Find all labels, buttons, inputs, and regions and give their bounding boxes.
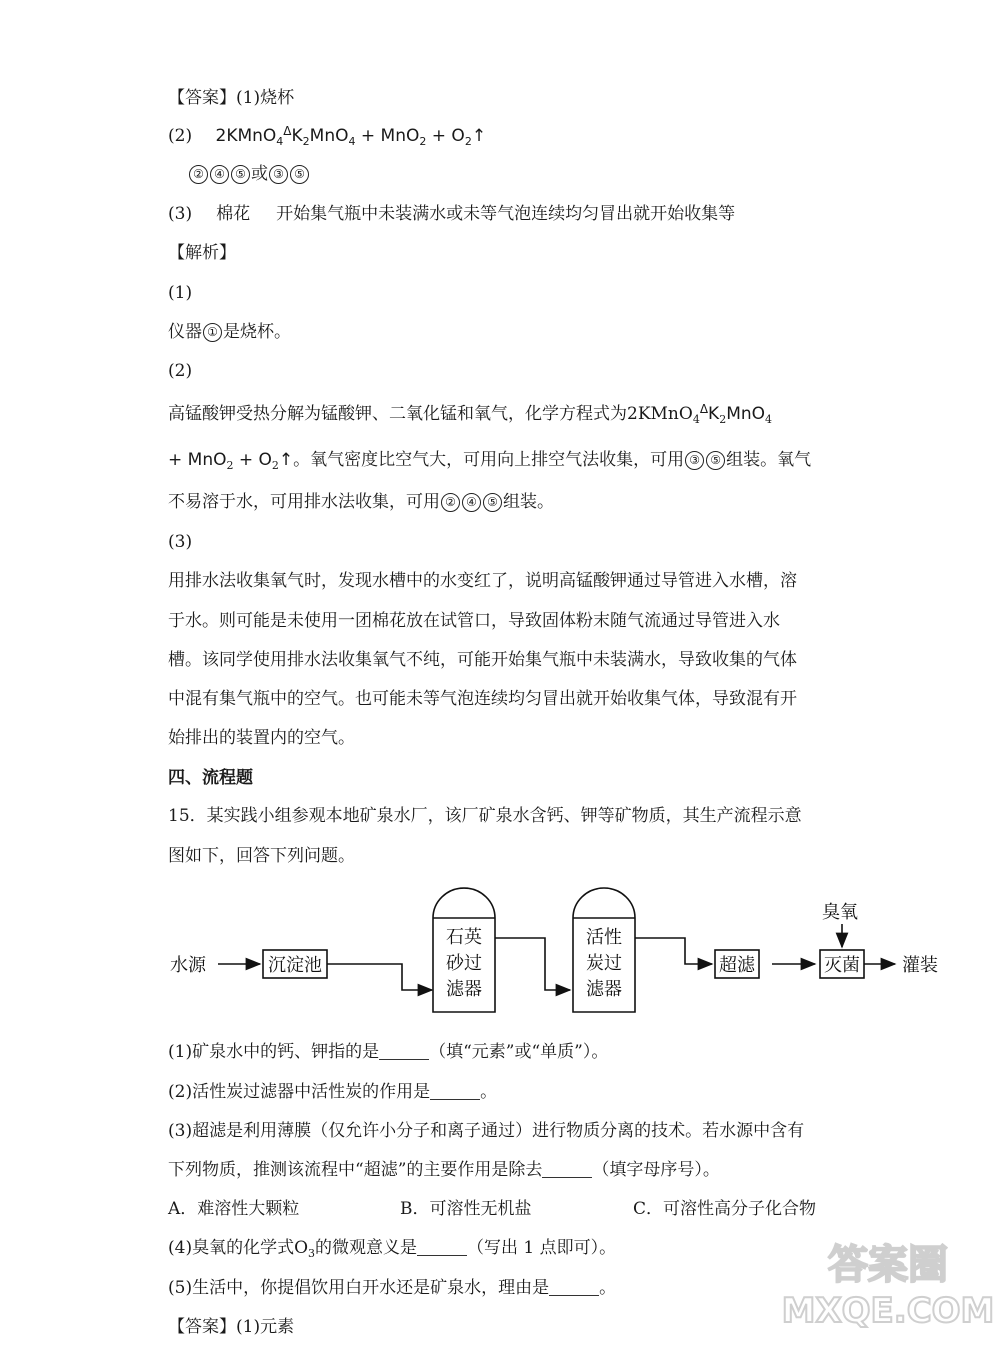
analysis-2-num: (2) (168, 361, 193, 381)
analysis-1-num: (1) (168, 283, 193, 303)
answer-blank[interactable] (417, 1239, 467, 1256)
quartz-label: 石英 (446, 927, 482, 948)
analysis-2-line2: + $MnO_2 + O_2↑$。氧气密度比空气大，可用向上排空气法收集，可用 ③ ⑤ 组装。氧气 (168, 450, 812, 472)
watermark-logo (781, 1230, 995, 1335)
quartz-label: 滤器 (446, 979, 482, 1000)
sub-question-4: (4)臭氧的化学式$O_3$的微观意义是 （写出 1 点即可）。 (168, 1238, 617, 1260)
analysis-3-line: 槽。该同学使用排水法收集氧气不纯，可能开始集气瓶中未装满水，导致收集的气体 (168, 650, 797, 670)
answer-blank[interactable] (379, 1043, 429, 1060)
watermark-top: 答案圈 (828, 1242, 948, 1288)
sterilize-label: 灭菌 (824, 955, 860, 976)
question-15-line1: 15．某实践小组参观本地矿泉水厂，该厂矿泉水含钙、钾等矿物质，其生产流程示意 (168, 806, 802, 826)
answer-blank[interactable] (549, 1279, 599, 1296)
sub-question-3-line1: (3)超滤是利用薄膜（仅允许小分子和离子通过）进行物质分离的技术。若水源中含有 (168, 1121, 805, 1141)
answer-blank[interactable] (430, 1083, 480, 1100)
carbon-label: 活性 (586, 927, 622, 948)
analysis-3-num: (3) (168, 532, 193, 552)
analysis-3-line: 中混有集气瓶中的空气。也可能未等气泡连续均匀冒出就开始收集气体，导致混有开 (168, 689, 797, 709)
sub-question-3-line2: 下列物质，推测该流程中“超滤”的主要作用是除去 （填字母序号）。 (168, 1160, 720, 1180)
answer-2-options: ② ④ ⑤ 或 ③ ⑤ (188, 162, 310, 186)
final-answer: 【答案】(1)元素 (168, 1317, 295, 1337)
sub-question-2: (2)活性炭过滤器中活性炭的作用是 。 (168, 1082, 498, 1102)
analysis-2-line1: 高锰酸钾受热分解为锰酸钾、二氧化锰和氧气，化学方程式为$2KMnO_4^\Delta K_2MnO_4$ (168, 402, 773, 426)
sub-question-1: (1)矿泉水中的钙、钾指的是 （填“元素”或“单质”）。 (168, 1042, 609, 1062)
answer-tag: 【答案】 (168, 88, 236, 108)
ozone-label: 臭氧 (822, 902, 858, 923)
answer-1: (1)烧杯 (236, 88, 295, 108)
analysis-3-line: 用排水法收集氧气时，发现水槽中的水变红了，说明高锰酸钾通过导管进入水槽，溶 (168, 571, 797, 591)
carbon-label: 滤器 (586, 979, 622, 1000)
analysis-1-text: 仪器 ① 是烧杯。 (168, 322, 291, 342)
answer-2-equation: (2) $2KMnO_4^\Delta K_2MnO_4 + MnO_2$ + $O_2↑$ (168, 124, 487, 148)
analysis-tag: 【解析】 (168, 243, 236, 263)
analysis-3-line: 始排出的装置内的空气。 (168, 728, 355, 748)
ultra-label: 超滤 (719, 955, 755, 976)
analysis-2-line3: 不易溶于水，可用排水法收集，可用 ② ④ ⑤ 组装。 (168, 492, 554, 512)
source-label: 水源 (170, 955, 206, 976)
section-title: 四、流程题 (168, 768, 253, 788)
settle-label: 沉淀池 (268, 955, 322, 976)
watermark-bottom: MXQE.COM (781, 1291, 995, 1331)
sub-question-5: (5)生活中，你提倡饮用白开水还是矿泉水，理由是 。 (168, 1278, 617, 1298)
answer-blank[interactable] (542, 1161, 592, 1178)
carbon-label: 炭过 (586, 953, 622, 974)
analysis-3-line: 于水。则可能是未使用一团棉花放在试管口，导致固体粉末随气流通过导管进入水 (168, 611, 780, 631)
flow-diagram (160, 880, 960, 1020)
question-15-line2: 图如下，回答下列问题。 (168, 846, 355, 866)
option-c: C．可溶性高分子化合物 (633, 1199, 817, 1219)
option-b: B．可溶性无机盐 (400, 1199, 532, 1219)
chemical-equation: $2KMnO_4^\Delta K_2MnO_4 + MnO_2$ + $O_2↑$ (215, 124, 487, 148)
quartz-label: 砂过 (446, 953, 482, 974)
option-a: A．难溶性大颗粒 (168, 1199, 300, 1219)
answer-3: (3) 棉花 开始集气瓶中未装满水或未等气泡连续均匀冒出就开始收集等 (168, 204, 736, 224)
fill-label: 灌装 (902, 955, 938, 976)
answer-header (168, 86, 294, 110)
